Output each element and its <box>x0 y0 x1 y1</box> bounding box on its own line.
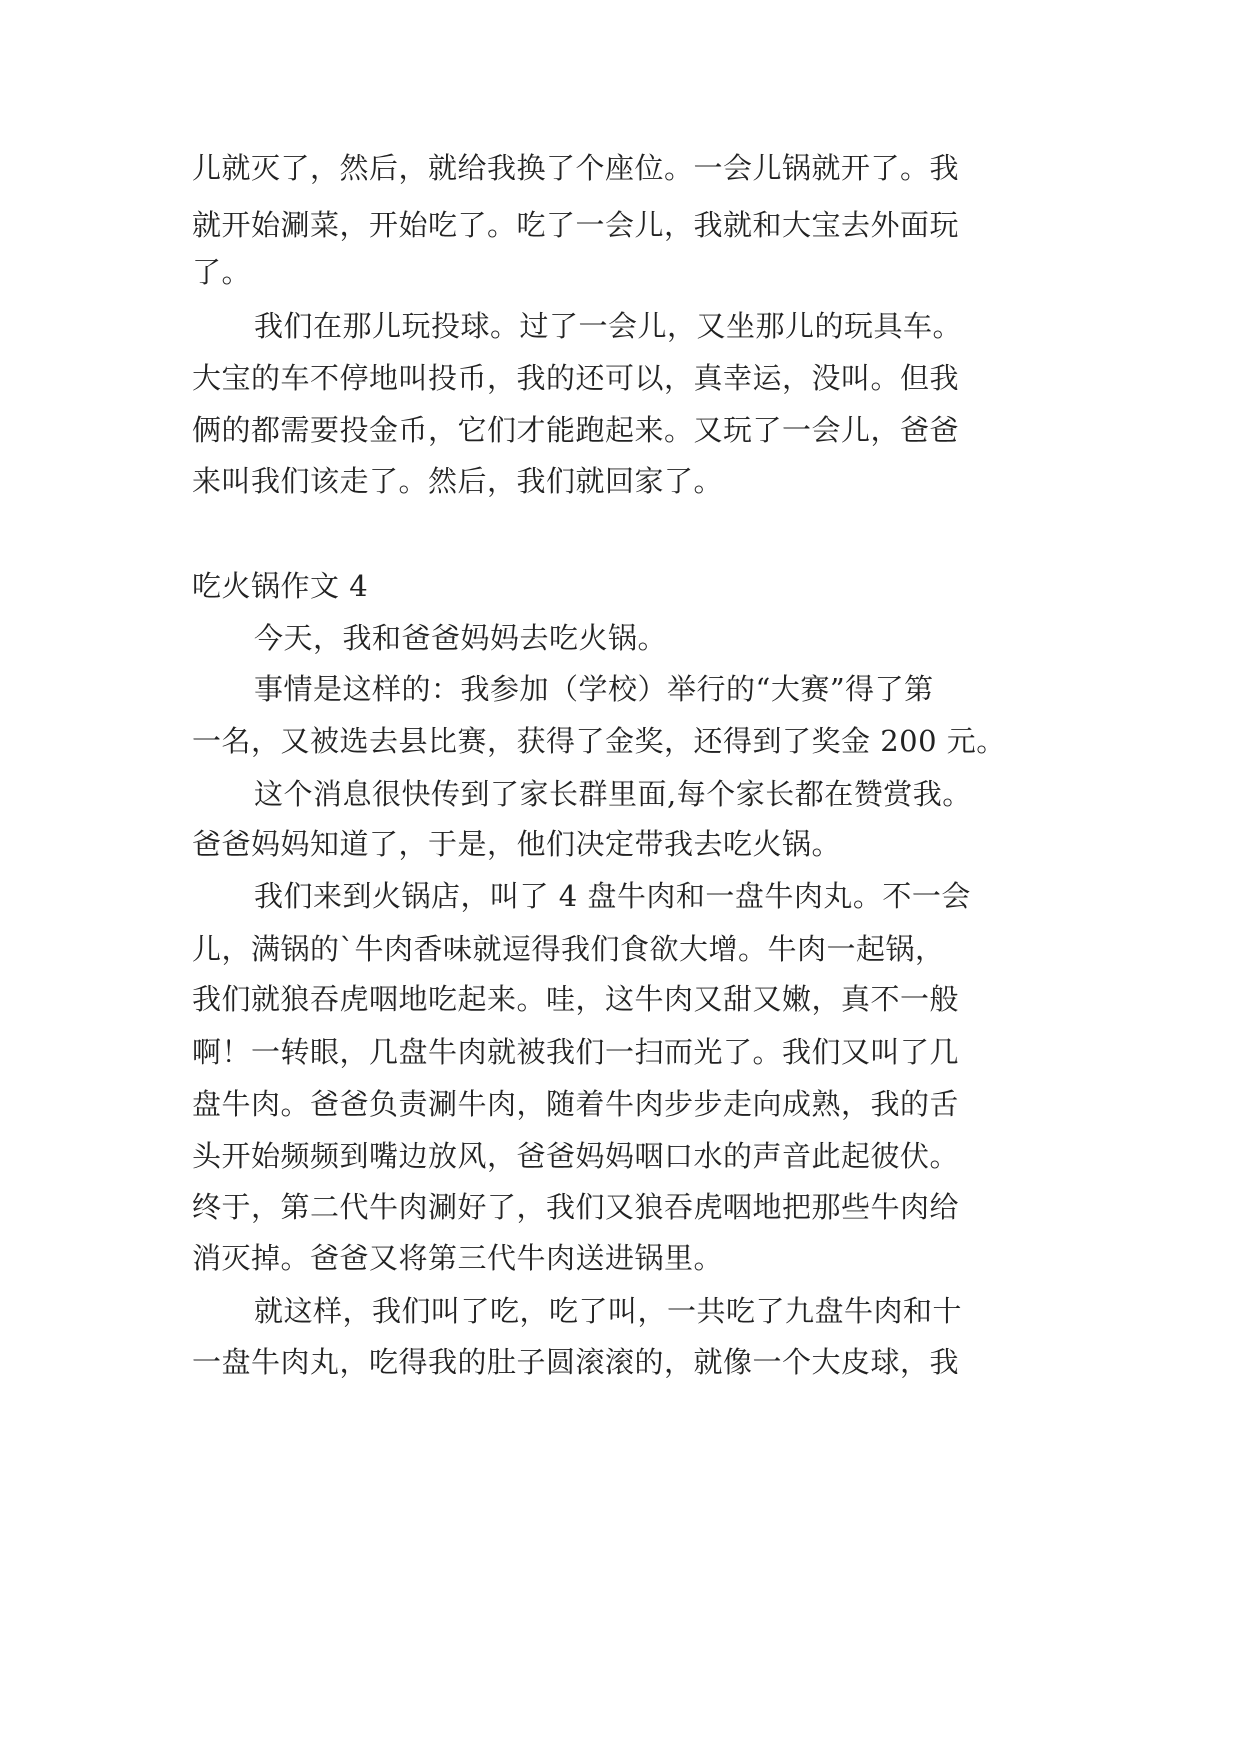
paragraph-line: 今天，我和爸爸妈妈去吃火锅。 <box>254 621 668 655</box>
paragraph-line: 这个消息很快传到了家长群里面,每个家长都在赞赏我。 <box>254 777 972 811</box>
paragraph-line: 头开始频频到嘴边放风，爸爸妈妈咽口水的声音此起彼伏。 <box>192 1139 960 1173</box>
paragraph-line: 就开始涮菜，开始吃了。吃了一会儿，我就和大宝去外面玩 <box>192 208 960 242</box>
paragraph-line: 啊！一转眼，几盘牛肉就被我们一扫而光了。我们又叫了几 <box>192 1035 960 1069</box>
paragraph-line: 消灭掉。爸爸又将第三代牛肉送进锅里。 <box>192 1241 724 1275</box>
paragraph-line: 来叫我们该走了。然后，我们就回家了。 <box>192 464 724 498</box>
paragraph-line: 我们在那儿玩投球。过了一会儿，又坐那儿的玩具车。 <box>254 309 963 343</box>
paragraph-line: 我们来到火锅店，叫了 4 盘牛肉和一盘牛肉丸。不一会 <box>254 879 971 913</box>
paragraph-line: 爸爸妈妈知道了，于是，他们决定带我去吃火锅。 <box>192 827 842 861</box>
paragraph-line: 盘牛肉。爸爸负责涮牛肉，随着牛肉步步走向成熟，我的舌 <box>192 1087 960 1121</box>
paragraph-line: 儿就灭了，然后，就给我换了个座位。一会儿锅就开了。我 <box>192 151 960 185</box>
paragraph-line: 一名，又被选去县比赛，获得了金奖，还得到了奖金 200 元。 <box>192 724 1006 758</box>
paragraph-line: 大宝的车不停地叫投币，我的还可以，真幸运，没叫。但我 <box>192 361 960 395</box>
paragraph-line: 我们就狼吞虎咽地吃起来。哇，这牛肉又甜又嫩，真不一般 <box>192 982 960 1016</box>
paragraph-line: 儿，满锅的`牛肉香味就逗得我们食欲大增。牛肉一起锅， <box>192 932 945 966</box>
paragraph-line: 终于，第二代牛肉涮好了，我们又狼吞虎咽地把那些牛肉给 <box>192 1190 960 1224</box>
paragraph-line: 了。 <box>192 255 252 289</box>
paragraph-line: 事情是这样的：我参加（学校）举行的“大赛”得了第 <box>254 672 934 706</box>
section-title: 吃火锅作文 4 <box>192 569 369 603</box>
paragraph-line: 俩的都需要投金币，它们才能跑起来。又玩了一会儿，爸爸 <box>192 413 960 447</box>
paragraph-line: 就这样，我们叫了吃，吃了叫，一共吃了九盘牛肉和十 <box>254 1294 963 1328</box>
paragraph-line: 一盘牛肉丸，吃得我的肚子圆滚滚的，就像一个大皮球，我 <box>192 1345 960 1379</box>
